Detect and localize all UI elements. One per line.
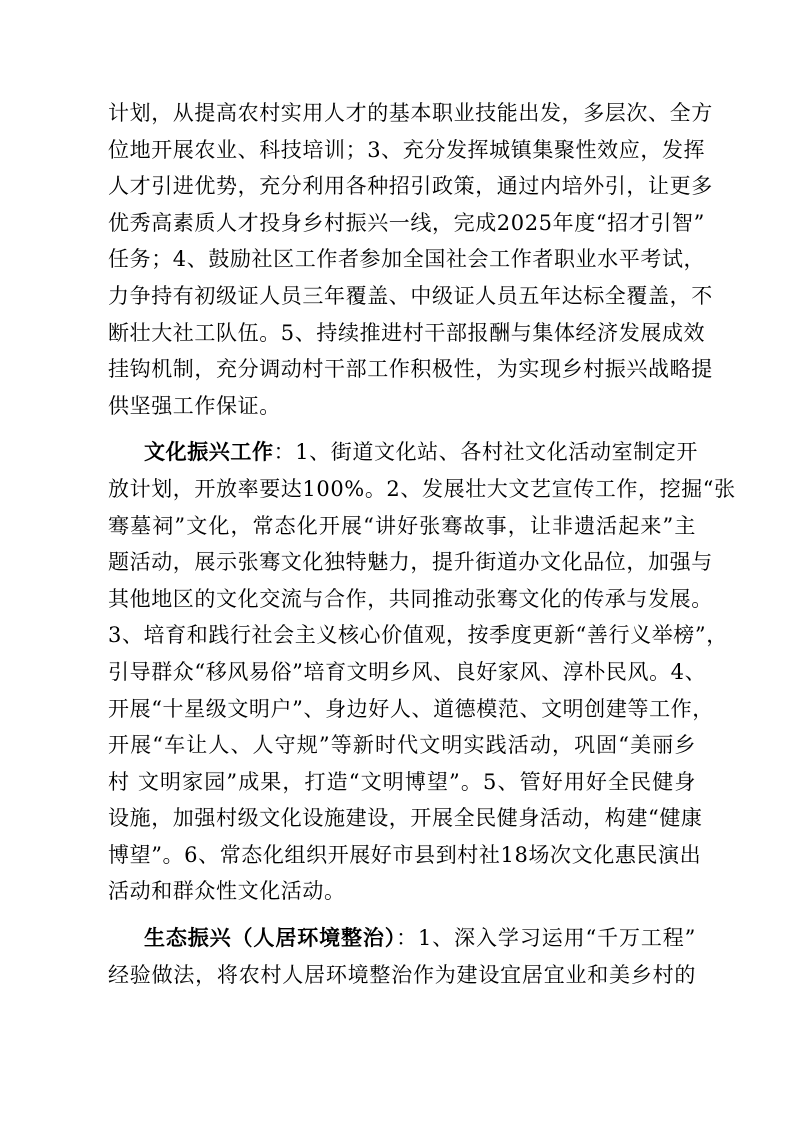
text-line: 开展“车让人、人守规”等新时代文明实践活动，巩固“美丽乡 — [108, 733, 696, 758]
section-heading: 生态振兴（人居环境整治） — [144, 925, 397, 951]
paragraph-talent — [108, 95, 713, 424]
text-line: 挂钩机制，充分调动村干部工作积极性，为实现乡村振兴战略提 — [108, 357, 713, 382]
document-page — [108, 95, 736, 993]
text-line: 其他地区的文化交流与合作，共同推动张骞文化的传承与发展。 — [108, 586, 713, 611]
paragraph-culture — [108, 434, 736, 910]
text-line: 任务；4、鼓励社区工作者参加全国社会工作者职业水平考试， — [108, 247, 706, 272]
text-line: 力争持有初级证人员三年覆盖、中级证人员五年达标全覆盖，不 — [108, 283, 713, 308]
text-line: 骞墓祠”文化，常态化开展“讲好张骞故事，让非遗活起来”主 — [108, 513, 696, 538]
text-line: 博望”。6、常态化组织开展好市县到村社18场次文化惠民演出 — [108, 842, 702, 867]
text-line: 经验做法，将农村人居环境整治作为建设宜居宜业和美乡村的 — [108, 962, 696, 987]
text-line: 优秀高素质人才投身乡村振兴一线，完成2025年度“招才引智” — [108, 210, 705, 235]
text-line: 活动和群众性文化活动。 — [108, 879, 346, 904]
text-line: 3、培育和践行社会主义核心价值观，按季度更新“善行义举榜”， — [108, 623, 728, 648]
text-run: ：1、深入学习运用“千万工程” — [396, 926, 696, 951]
text-line: 引导群众“移风易俗”培育文明乡风、良好家风、淳朴民风。4、 — [108, 659, 707, 684]
section-heading: 文化振兴工作 — [144, 439, 274, 465]
text-line: 人才引进优势，充分利用各种招引政策，通过内培外引，让更多 — [108, 174, 713, 199]
text-line: 题活动，展示张骞文化独特魅力，提升街道办文化品位，加强与 — [108, 550, 713, 575]
text-line: 开展“十星级文明户”、身边好人、道德模范、文明创建等工作， — [108, 696, 714, 721]
text-line: 断壮大社工队伍。5、持续推进村干部报酬与集体经济发展成效 — [108, 320, 706, 345]
paragraph-ecology — [108, 920, 696, 993]
text-line-with-heading — [108, 434, 696, 471]
text-line: 计划，从提高农村实用人才的基本职业技能出发，多层次、全方 — [108, 101, 713, 125]
text-line-with-heading — [108, 920, 696, 957]
text-line: 放计划，开放率要达100%。2、发展壮大文艺宣传工作，挖掘“张 — [108, 476, 736, 501]
text-line: 供坚强工作保证。 — [108, 393, 281, 418]
text-line: 村 文明家园”成果，打造“文明博望”。5、管好用好全民健身 — [108, 769, 696, 794]
text-line: 设施，加强村级文化设施建设，开展全民健身活动，构建“健康 — [108, 806, 703, 831]
text-run: ：1、街道文化站、各村社文化活动室制定开 — [273, 440, 698, 465]
text-line: 位地开展农业、科技培训；3、充分发挥城镇集聚性效应，发挥 — [108, 137, 706, 162]
